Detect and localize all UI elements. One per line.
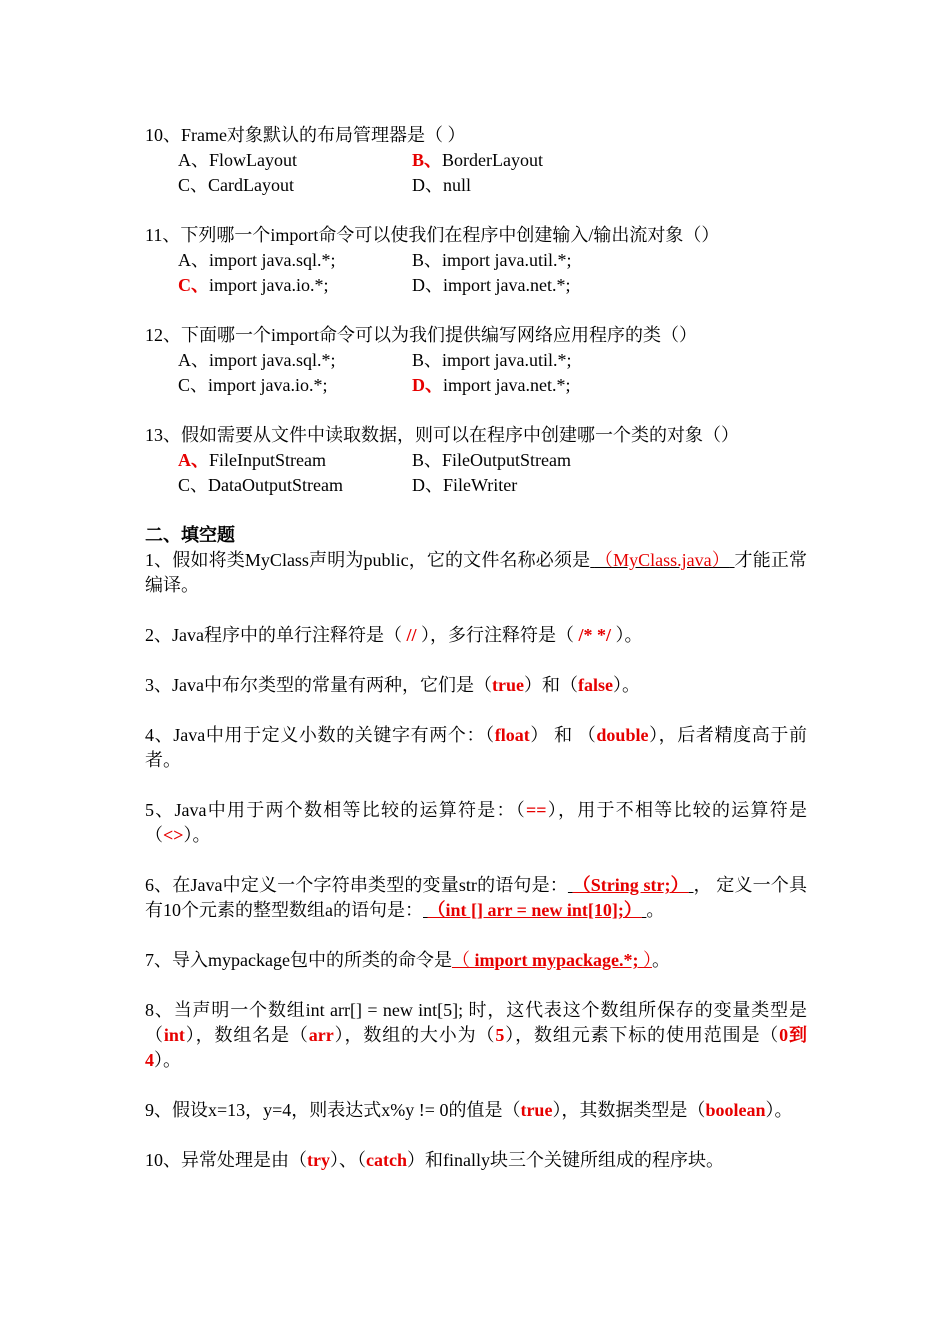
choice-option <box>178 173 412 198</box>
answer-text: int <box>163 1025 185 1045</box>
answer-text: arr <box>308 1025 334 1045</box>
choice-options <box>145 248 807 298</box>
option-text: CardLayout <box>208 175 294 195</box>
choice-options <box>145 448 807 498</box>
option-letter: C、 <box>178 275 209 295</box>
option-letter: A、 <box>178 150 209 170</box>
choice-option <box>412 248 712 273</box>
option-text: import java.util.*; <box>442 250 572 270</box>
option-text: import java.io.*; <box>208 375 328 395</box>
answer-text: （MyClass.java） <box>594 550 730 570</box>
answer-text: double <box>596 725 649 745</box>
answer-text: float <box>494 725 530 745</box>
choice-option <box>178 473 412 498</box>
answer-text: import mypackage.*; <box>474 950 639 970</box>
choice-option <box>178 148 412 173</box>
fill-question-3: 3、Java中布尔类型的常量有两种，它们是（true）和（false）。 <box>145 675 640 695</box>
option-text: import java.sql.*; <box>209 250 336 270</box>
answer-text: 5 <box>495 1025 505 1045</box>
option-letter: C、 <box>178 175 209 195</box>
option-letter: D、 <box>412 275 443 295</box>
option-text: import java.net.*; <box>443 375 571 395</box>
choice-option <box>178 448 412 473</box>
option-letter: D、 <box>412 175 443 195</box>
choice-option <box>412 273 712 298</box>
fill-question-8: 8、当声明一个数组int arr[] = new int[5]; 时，这代表这个数组所保存的变量类型是（int），数组名是（arr），数组的大小为（5），数组元素下标的使用范围是（0到4）。 <box>145 1000 808 1070</box>
choice-option <box>412 173 712 198</box>
answer-text: 0到4 <box>145 1025 808 1070</box>
choice-question-stem: 12、下面哪一个import命令可以为我们提供编写网络应用程序的类（） <box>145 325 697 345</box>
option-letter: B、 <box>412 450 443 470</box>
choice-option <box>412 348 712 373</box>
option-letter: B、 <box>412 250 443 270</box>
option-text: FileWriter <box>443 475 518 495</box>
choice-questions <box>145 123 807 523</box>
choice-option <box>412 448 712 473</box>
fill-question-4: 4、Java中用于定义小数的关键字有两个：（float） 和 （double），后者精度高于前者。 <box>145 725 808 770</box>
option-letter: A、 <box>178 450 209 470</box>
option-letter: A、 <box>178 350 209 370</box>
choice-option <box>178 373 412 398</box>
option-letter: D、 <box>412 475 443 495</box>
answer-text: true <box>491 675 524 695</box>
fill-question-9: 9、假设x=13，y=4，则表达式x%y != 0的值是（true），其数据类型是（boolean）。 <box>145 1100 793 1120</box>
choice-options <box>145 348 807 398</box>
option-text: import java.io.*; <box>209 275 329 295</box>
document-page <box>145 123 807 1173</box>
option-letter: B、 <box>412 350 443 370</box>
fill-question-2: 2、Java程序中的单行注释符是（ // ），多行注释符是（ /* */ ）。 <box>145 625 643 645</box>
option-text: BorderLayout <box>442 150 543 170</box>
answer-text: /* */ <box>578 625 612 645</box>
fill-question-1: 1、假如将类MyClass声明为public，它的文件名称必须是 （MyClass.java） 才能正常编译。 <box>145 550 808 595</box>
answer-text: （String str;） <box>572 875 689 895</box>
choice-options <box>145 148 807 198</box>
option-letter: B、 <box>412 150 443 170</box>
answer-text: （int [] arr = new int[10];） <box>427 900 642 920</box>
option-letter: C、 <box>178 475 209 495</box>
option-text: FileInputStream <box>209 450 326 470</box>
section-heading: 二、填空题 <box>145 525 235 545</box>
option-text: FlowLayout <box>209 150 297 170</box>
choice-question-stem: 10、Frame对象默认的布局管理器是（ ） <box>145 125 466 145</box>
choice-option <box>412 148 712 173</box>
answer-text: false <box>577 675 613 695</box>
option-text: import java.net.*; <box>443 275 571 295</box>
answer-text: boolean <box>705 1100 766 1120</box>
choice-question-stem: 11、下列哪一个import命令可以使我们在程序中创建输入/输出流对象（） <box>145 225 720 245</box>
answer-text: catch <box>365 1150 407 1170</box>
option-letter: A、 <box>178 250 209 270</box>
option-text: import java.util.*; <box>442 350 572 370</box>
answer-text: <> <box>163 825 184 845</box>
option-text: DataOutputStream <box>208 475 343 495</box>
option-text: FileOutputStream <box>442 450 572 470</box>
answer-text: == <box>525 800 547 820</box>
answer-text: // <box>406 625 417 645</box>
fill-question-5: 5、Java中用于两个数相等比较的运算符是：（==），用于不相等比较的运算符是（<>）。 <box>145 800 807 845</box>
option-letter: D、 <box>412 375 443 395</box>
choice-option <box>178 348 412 373</box>
fill-question-6: 6、在Java中定义一个字符串类型的变量str的语句是： （String str;） ， 定义一个具有10个元素的整型数组a的语句是： （int [] arr = new int[10];） 。 <box>145 875 807 920</box>
choice-option <box>412 473 712 498</box>
option-text: import java.sql.*; <box>209 350 336 370</box>
choice-question-stem: 13、假如需要从文件中读取数据，则可以在程序中创建哪一个类的对象（） <box>145 425 739 445</box>
fill-question-10: 10、异常处理是由（try）、（catch）和finally块三个关键所组成的程序块。 <box>145 1150 724 1170</box>
option-letter: C、 <box>178 375 209 395</box>
answer-text: true <box>520 1100 553 1120</box>
option-text: null <box>443 175 472 195</box>
choice-option <box>178 273 412 298</box>
fill-question-7: 7、导入mypackage包中的所类的命令是（ import mypackage.*; ）。 <box>145 950 670 970</box>
choice-option <box>178 248 412 273</box>
choice-option <box>412 373 712 398</box>
answer-text: try <box>307 1150 330 1170</box>
